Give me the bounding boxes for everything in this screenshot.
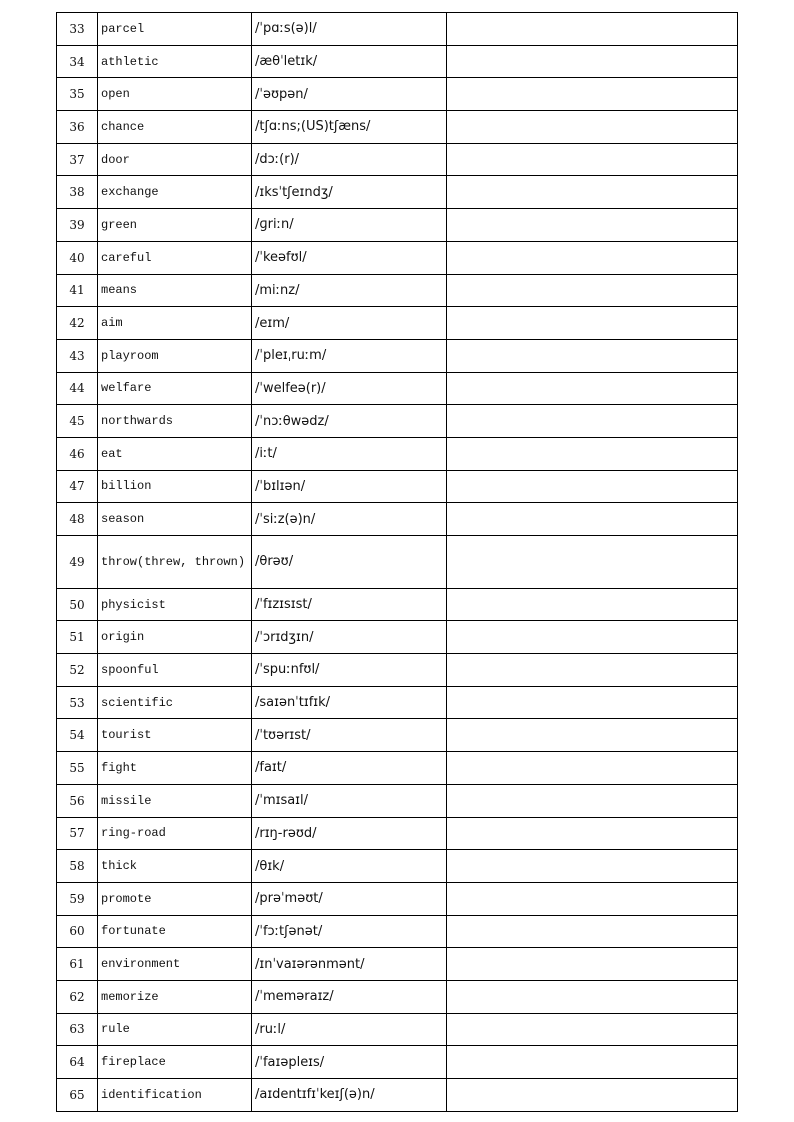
table-row [57,274,738,307]
blank-answer-cell [447,45,738,78]
row-number: 36 [57,111,98,144]
phonetic-cell: /ˈɔrɪdʒɪn/ [252,621,447,654]
row-number: 55 [57,752,98,785]
phonetic-cell: /ɪksˈtʃeɪndʒ/ [252,176,447,209]
row-number: 51 [57,621,98,654]
table-row [57,752,738,785]
row-number: 42 [57,307,98,340]
vocabulary-table-body [57,13,738,1112]
word-cell: fortunate [98,915,252,948]
phonetic-cell: /dɔː(r)/ [252,143,447,176]
blank-answer-cell [447,307,738,340]
blank-answer-cell [447,339,738,372]
table-row [57,948,738,981]
word-cell: eat [98,437,252,470]
table-row [57,503,738,536]
table-row [57,339,738,372]
blank-answer-cell [447,654,738,687]
row-number: 63 [57,1013,98,1046]
word-cell: missile [98,784,252,817]
table-row [57,372,738,405]
blank-answer-cell [447,143,738,176]
word-cell: green [98,209,252,242]
table-row [57,78,738,111]
blank-answer-cell [447,372,738,405]
word-cell: aim [98,307,252,340]
blank-answer-cell [447,78,738,111]
phonetic-cell: /ˈsiːz(ə)n/ [252,503,447,536]
word-cell: door [98,143,252,176]
row-number: 43 [57,339,98,372]
table-row [57,621,738,654]
word-cell: means [98,274,252,307]
phonetic-cell: /ˈfaɪəpleɪs/ [252,1046,447,1079]
row-number: 65 [57,1079,98,1112]
phonetic-cell: /θrəʊ/ [252,536,447,589]
phonetic-cell: /rɪŋ-rəʊd/ [252,817,447,850]
blank-answer-cell [447,817,738,850]
phonetic-cell: /ˈmɪsaɪl/ [252,784,447,817]
word-cell: physicist [98,588,252,621]
table-row [57,915,738,948]
row-number: 34 [57,45,98,78]
table-row [57,437,738,470]
row-number: 58 [57,850,98,883]
table-row [57,1046,738,1079]
phonetic-cell: /ˈfɪzɪsɪst/ [252,588,447,621]
word-cell: rule [98,1013,252,1046]
table-row [57,307,738,340]
phonetic-cell: /ˈpɑːs(ə)l/ [252,13,447,46]
row-number: 33 [57,13,98,46]
phonetic-cell: /æθˈletɪk/ [252,45,447,78]
table-row [57,470,738,503]
blank-answer-cell [447,1046,738,1079]
word-cell: environment [98,948,252,981]
blank-answer-cell [447,915,738,948]
word-cell: thick [98,850,252,883]
table-row [57,45,738,78]
row-number: 47 [57,470,98,503]
phonetic-cell: /ˈspuːnfʊl/ [252,654,447,687]
blank-answer-cell [447,437,738,470]
table-row [57,784,738,817]
row-number: 57 [57,817,98,850]
blank-answer-cell [447,405,738,438]
word-cell: exchange [98,176,252,209]
row-number: 35 [57,78,98,111]
blank-answer-cell [447,470,738,503]
row-number: 53 [57,686,98,719]
vocabulary-table [56,12,738,1112]
table-row [57,176,738,209]
table-row [57,405,738,438]
blank-answer-cell [447,850,738,883]
row-number: 46 [57,437,98,470]
word-cell: athletic [98,45,252,78]
row-number: 37 [57,143,98,176]
table-row [57,111,738,144]
word-cell: playroom [98,339,252,372]
phonetic-cell: /saɪənˈtɪfɪk/ [252,686,447,719]
row-number: 41 [57,274,98,307]
table-row [57,850,738,883]
row-number: 60 [57,915,98,948]
table-row [57,686,738,719]
phonetic-cell: /aɪdentɪfɪˈkeɪʃ(ə)n/ [252,1079,447,1112]
word-cell: northwards [98,405,252,438]
phonetic-cell: /ˈəʊpən/ [252,78,447,111]
table-row [57,654,738,687]
phonetic-cell: /ˈfɔːtʃənət/ [252,915,447,948]
word-cell: chance [98,111,252,144]
phonetic-cell: /ˈtʊərɪst/ [252,719,447,752]
row-number: 45 [57,405,98,438]
phonetic-cell: /ˈkeəfʊl/ [252,241,447,274]
table-row [57,719,738,752]
blank-answer-cell [447,686,738,719]
word-cell: promote [98,882,252,915]
phonetic-cell: /ruːl/ [252,1013,447,1046]
phonetic-cell: /ˈnɔːθwədz/ [252,405,447,438]
word-cell: memorize [98,980,252,1013]
word-cell: scientific [98,686,252,719]
table-row [57,817,738,850]
phonetic-cell: /ɡriːn/ [252,209,447,242]
row-number: 54 [57,719,98,752]
word-cell: identification [98,1079,252,1112]
row-number: 64 [57,1046,98,1079]
blank-answer-cell [447,536,738,589]
blank-answer-cell [447,13,738,46]
row-number: 48 [57,503,98,536]
row-number: 38 [57,176,98,209]
word-cell: billion [98,470,252,503]
table-row [57,882,738,915]
table-row [57,980,738,1013]
row-number: 50 [57,588,98,621]
table-row [57,209,738,242]
blank-answer-cell [447,274,738,307]
blank-answer-cell [447,621,738,654]
row-number: 44 [57,372,98,405]
word-cell: ring-road [98,817,252,850]
row-number: 56 [57,784,98,817]
word-cell: spoonful [98,654,252,687]
row-number: 39 [57,209,98,242]
word-cell: parcel [98,13,252,46]
phonetic-cell: /eɪm/ [252,307,447,340]
word-cell: welfare [98,372,252,405]
blank-answer-cell [447,209,738,242]
blank-answer-cell [447,176,738,209]
row-number: 61 [57,948,98,981]
word-cell: throw(threw, thrown) [98,536,252,589]
blank-answer-cell [447,503,738,536]
phonetic-cell: /ˈwelfeə(r)/ [252,372,447,405]
phonetic-cell: /miːnz/ [252,274,447,307]
table-row [57,1013,738,1046]
word-cell: open [98,78,252,111]
phonetic-cell: /faɪt/ [252,752,447,785]
phonetic-cell: /ˈpleɪˌruːm/ [252,339,447,372]
row-number: 62 [57,980,98,1013]
blank-answer-cell [447,588,738,621]
blank-answer-cell [447,111,738,144]
table-row [57,588,738,621]
blank-answer-cell [447,1013,738,1046]
word-cell: fireplace [98,1046,252,1079]
word-cell: tourist [98,719,252,752]
row-number: 59 [57,882,98,915]
blank-answer-cell [447,1079,738,1112]
blank-answer-cell [447,719,738,752]
blank-answer-cell [447,882,738,915]
blank-answer-cell [447,948,738,981]
row-number: 40 [57,241,98,274]
blank-answer-cell [447,784,738,817]
blank-answer-cell [447,980,738,1013]
phonetic-cell: /prəˈməʊt/ [252,882,447,915]
phonetic-cell: /ɪnˈvaɪərənmənt/ [252,948,447,981]
word-cell: careful [98,241,252,274]
word-cell: fight [98,752,252,785]
row-number: 52 [57,654,98,687]
phonetic-cell: /ˈbɪlɪən/ [252,470,447,503]
table-row [57,13,738,46]
row-number: 49 [57,536,98,589]
phonetic-cell: /ˈmeməraɪz/ [252,980,447,1013]
table-row [57,143,738,176]
phonetic-cell: /tʃɑːns;(US)tʃæns/ [252,111,447,144]
word-cell: season [98,503,252,536]
phonetic-cell: /θɪk/ [252,850,447,883]
table-row [57,241,738,274]
table-row [57,536,738,589]
word-cell: origin [98,621,252,654]
phonetic-cell: /iːt/ [252,437,447,470]
blank-answer-cell [447,752,738,785]
table-row [57,1079,738,1112]
blank-answer-cell [447,241,738,274]
